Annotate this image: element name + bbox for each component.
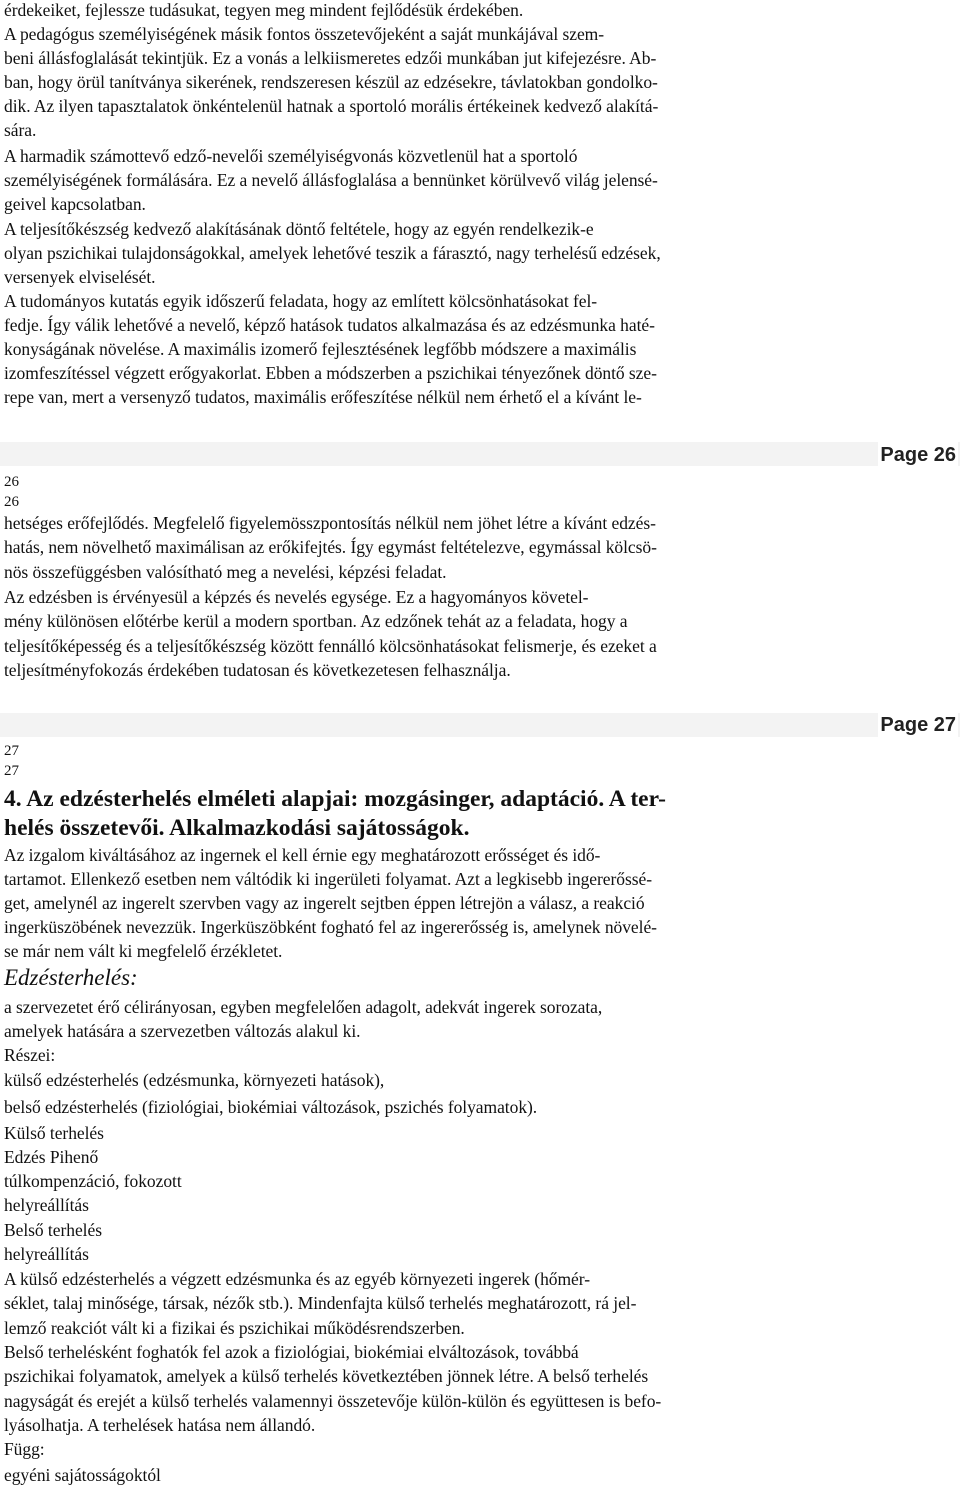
text-line: A tudományos kutatás egyik időszerű feladata, hogy az említett kölcsönhatásokat fel- [4, 291, 598, 311]
page-number: 26 [4, 474, 19, 490]
text-line: get, amelynél az ingerelt szervben vagy az ingerelt sejtben éppen létrejön a válasz, a reakció [4, 893, 645, 913]
diagram-label: túlkompenzáció, fokozott [4, 1171, 182, 1191]
text-line: Részei: [4, 1045, 56, 1065]
text-line: repe van, mert a versenyző tudatos, maximális erőfeszítése nélkül nem érhető el a kívánt le- [4, 387, 642, 407]
text-line: Az izgalom kiváltásához az ingernek el kell érnie egy meghatározott erősséget és idő- [4, 845, 601, 865]
text-line: olyan pszichikai tulajdonságokkal, amelyek lehetővé teszik a fárasztó, nagy terhelésű edzések, [4, 243, 661, 263]
text-line: A külső edzésterhelés a végzett edzésmunka és az egyéb környezeti ingerek (hőmér- [4, 1269, 590, 1289]
text-line: fedje. Így válik lehetővé a nevelő, képző hatások tudatos alkalmazása és az edzésmunka haté- [4, 315, 655, 335]
list-item [4, 1095, 537, 1121]
diagram-label: helyreállítás [4, 1244, 89, 1264]
page-label: Page 26 [880, 444, 956, 466]
text-line: Az edzésben is érvényesül a képzés és nevelés egysége. Ez a hagyományos követel- [4, 587, 589, 607]
text-line: érdekeiket, fejlessze tudásukat, tegyen meg mindent fejlődésük érdekében. [4, 0, 524, 20]
text-line: Belső terhelésként foghatók fel azok a fiziológiai, biokémiai elváltozások, továbbá [4, 1342, 579, 1362]
text-line: a szervezetet érő célirányosan, egyben megfelelően adagolt, adekvát ingerek sorozata, [4, 997, 603, 1017]
text-line: A teljesítőkészség kedvező alakításának döntő feltétele, hogy az egyén rendelkezik-e [4, 219, 594, 239]
text-line: konyságának növelése. A maximális izomerő fejlesztésének legfőbb módszere a maximális [4, 339, 637, 359]
text-line: hetséges erőfejlődés. Megfelelő figyelemösszpontosítás nélkül nem jöhet létre a kívánt edzés- [4, 513, 656, 533]
text-line: ban, hogy örül tanítványa sikerének, rendszeresen készül az edzésekre, távlatokban gondolko- [4, 72, 658, 92]
text-line: amelyek hatására a szervezetben változás alakul ki. [4, 1021, 361, 1041]
text-line: dik. Az ilyen tapasztalatok önkéntelenül hatnak a sportoló morális értékeinek kedvező alakítá- [4, 96, 659, 116]
chapter-heading: helés összetevői. Alkalmazkodási sajátosságok. [4, 815, 470, 841]
text-line: beni állásfoglalását tekintjük. Ez a vonás a lelkiismeretes edzői munkában jut kifejezésre. Ab- [4, 48, 657, 68]
text-line: Függ: [4, 1439, 45, 1459]
diagram-label: Külső terhelés [4, 1123, 104, 1143]
list-item [4, 1463, 161, 1489]
diagram-label: helyreállítás [4, 1195, 89, 1215]
section-subheading: Edzésterhelés: [4, 965, 138, 990]
text-line: lyásolhatja. A terhelések hatása nem állandó. [4, 1415, 316, 1435]
diagram-label: Belső terhelés [4, 1220, 102, 1240]
text-line: séklet, talaj minősége, társak, nézők stb.). Mindenfajta külső terhelés meghatározott, rá jel- [4, 1293, 637, 1313]
text-line: versenyek elviselését. [4, 267, 156, 287]
page-label: Page 27 [880, 714, 956, 736]
page-number: 27 [4, 743, 19, 759]
text-line: mény különösen előtérbe kerül a modern sportban. Az edzőnek tehát az a feladata, hogy a [4, 611, 628, 631]
text-line: teljesítőképesség és a teljesítőkészség között fennálló kölcsönhatásokat felismerje, és ezeket a [4, 636, 657, 656]
text-line: se már nem vált ki megfelelő érzékletet. [4, 941, 283, 961]
text-line: ingerküszöbének nevezzük. Ingerküszöbként fogható fel az ingererősség is, amelynek növelé- [4, 917, 657, 937]
page-number: 26 [4, 494, 19, 510]
text-line: sára. [4, 120, 37, 140]
text-line: nagyságát és erejét a külső terhelés valamennyi összetevője külön-külön és együttesen is befo- [4, 1391, 662, 1411]
chapter-heading: 4. Az edzésterhelés elméleti alapjai: mozgásinger, adaptáció. A ter- [4, 786, 666, 812]
text-line: A harmadik számottevő edző-nevelői személyiségvonás közvetlenül hat a sportoló [4, 146, 578, 166]
diagram-label: Edzés Pihenő [4, 1147, 99, 1167]
text-line: tartamot. Ellenkező esetben nem váltódik ki ingerületi folyamat. Azt a legkisebb ingererőssé- [4, 869, 652, 889]
page-separator [0, 713, 960, 737]
text-line: A pedagógus személyiségének másik fontos összetevőjeként a saját munkájával szem- [4, 24, 605, 44]
text-line: geivel kapcsolatban. [4, 194, 146, 214]
list-item-text: belső edzésterhelés (fiziológiai, biokémiai változások, pszichés folyamatok). [4, 1097, 538, 1117]
text-line: hatás, nem növelhető maximálisan az erőkifejtés. Így egymást feltételezve, egymással kölcsö- [4, 537, 657, 557]
list-item-text: külső edzésterhelés (edzésmunka, környezeti hatások), [4, 1070, 385, 1090]
list-item [4, 1068, 384, 1094]
text-line: pszichikai folyamatok, amelyek a külső terhelés következtében jönnek létre. A belső terhelés [4, 1366, 649, 1386]
text-line: személyiségének formálására. Ez a nevelő állásfoglalása a bennünket körülvevő világ jelensé- [4, 170, 658, 190]
text-line: teljesítményfokozás érdekében tudatosan és következetesen felhasználja. [4, 660, 511, 680]
text-line: lemző reakciót vált ki a fizikai és pszichikai működésrendszerben. [4, 1318, 465, 1338]
text-line: izomfeszítéssel végzett erőgyakorlat. Ebben a módszerben a pszichikai tényezőnek döntő sze- [4, 363, 657, 383]
page-number: 27 [4, 763, 19, 779]
text-line: nös összefüggésben valósítható meg a nevelési, képzési feladat. [4, 562, 447, 582]
page-separator [0, 442, 960, 466]
list-item-text: egyéni sajátosságoktól [4, 1465, 161, 1485]
